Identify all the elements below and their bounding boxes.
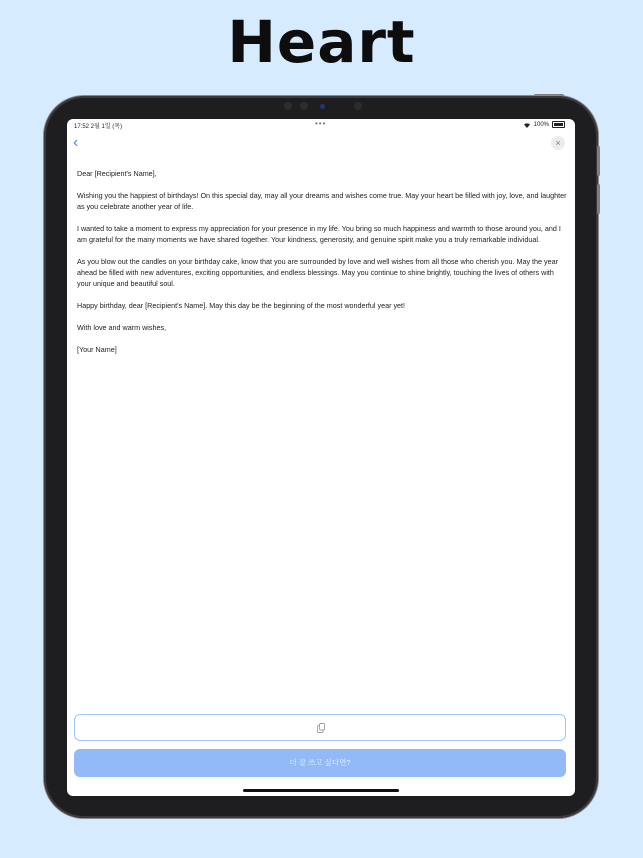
camera-icon xyxy=(320,104,325,109)
device-volume-down-button xyxy=(597,184,600,214)
wifi-icon xyxy=(523,122,531,128)
letter-paragraph: Wishing you the happiest of birthdays! On this special day, may all your dreams and wishes come true. May your heart be filled with joy, love, and laughter as you celebrate another year of life. xyxy=(77,191,567,211)
sensor-dot xyxy=(354,102,362,110)
letter-closing: With love and warm wishes, xyxy=(77,323,167,332)
status-bar xyxy=(67,119,575,131)
app-screen xyxy=(67,119,575,796)
letter-text xyxy=(77,168,567,366)
sensor-dot xyxy=(300,102,308,110)
copy-icon xyxy=(317,723,325,733)
status-time: 17:52 2월 1일 (목) xyxy=(74,124,123,130)
sensor-dot xyxy=(284,102,292,110)
letter-paragraph: I wanted to take a moment to express my appreciation for your presence in my life. You bring so much happiness and warmth to those around you, and I am grateful for the many moments we have shared together. Your kindness, generosity, and genuine spirit make you a truly remarkable individual. xyxy=(77,224,561,244)
home-indicator[interactable] xyxy=(243,789,399,792)
write-better-button[interactable]: 더 잘 쓰고 싶다면? xyxy=(74,749,566,777)
letter-greeting: Dear [Recipient's Name], xyxy=(77,169,157,178)
battery-icon xyxy=(552,121,565,128)
chevron-left-icon: ‹ xyxy=(73,134,79,151)
letter-paragraph: Happy birthday, dear [Recipient's Name]. May this day be the beginning of the most wonderful year yet! xyxy=(77,301,406,310)
status-right xyxy=(523,121,565,128)
close-icon: × xyxy=(555,138,561,148)
back-button[interactable] xyxy=(73,135,87,151)
device-volume-up-button xyxy=(597,146,600,176)
copy-button[interactable] xyxy=(74,714,566,741)
multitasking-dots[interactable]: ••• xyxy=(315,119,327,128)
battery-percent: 100% xyxy=(533,121,549,128)
letter-paragraph: As you blow out the candles on your birthday cake, know that you are surrounded by love and well wishes from all those who cherish you. May the year ahead be filled with new adventures, exciting opportunities, and endless blessings. May you continue to shine brightly, touching the lives of others with your unique and beautiful soul. xyxy=(77,257,559,288)
app-headline: Heart xyxy=(227,8,416,76)
close-button[interactable] xyxy=(551,136,565,150)
letter-signature: [Your Name] xyxy=(77,345,117,354)
